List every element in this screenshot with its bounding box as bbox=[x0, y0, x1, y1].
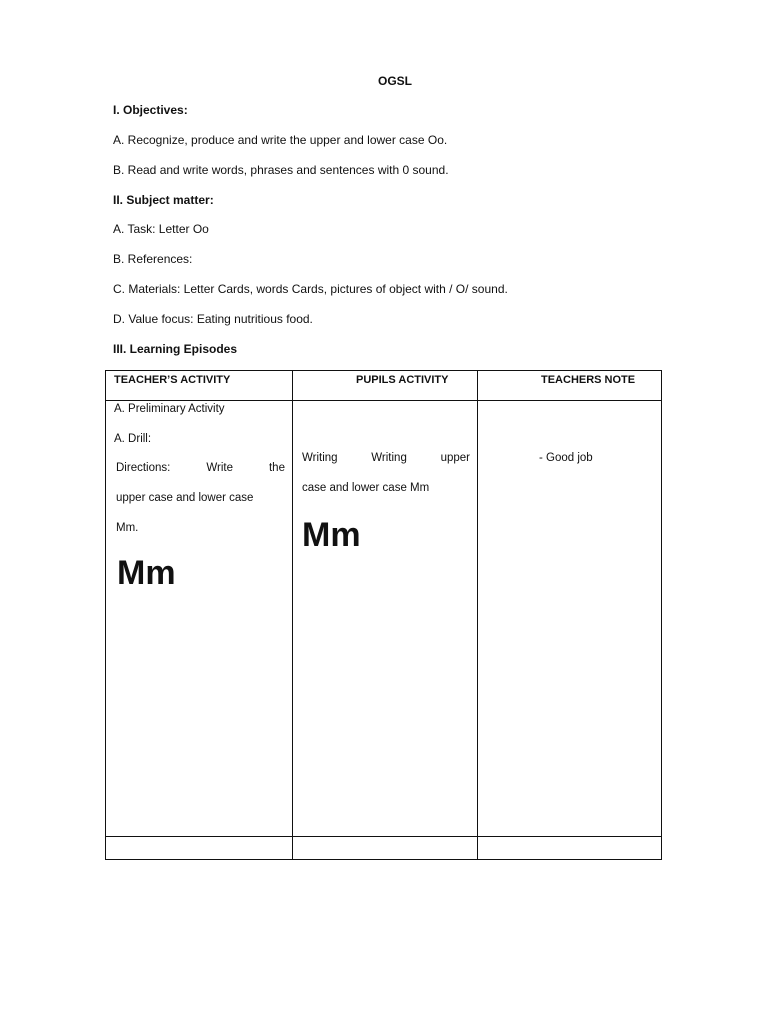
task-line: A. Task: Letter Oo bbox=[113, 222, 209, 236]
row-divider bbox=[106, 836, 661, 837]
directions-word: Directions: bbox=[116, 462, 171, 474]
subject-heading: II. Subject matter: bbox=[113, 193, 214, 207]
preliminary-activity: A. Preliminary Activity bbox=[114, 403, 225, 415]
pupils-line-1 bbox=[302, 451, 470, 466]
header-teachers-activity: TEACHER’S ACTIVITY bbox=[114, 374, 231, 386]
pupils-big-letters: Mm bbox=[302, 516, 361, 554]
directions-line-1 bbox=[116, 461, 285, 476]
header-pupils-activity: PUPILS ACTIVITY bbox=[356, 374, 449, 386]
references-line: B. References: bbox=[113, 252, 193, 266]
learning-episodes-table bbox=[105, 370, 662, 860]
pupils-word: Writing bbox=[371, 452, 407, 464]
pupils-word: Writing bbox=[302, 452, 338, 464]
directions-line-3: Mm. bbox=[116, 522, 139, 534]
directions-line-2: upper case and lower case bbox=[116, 492, 254, 504]
column-divider bbox=[477, 371, 478, 859]
drill-label: A. Drill: bbox=[114, 433, 152, 445]
directions-word: Write bbox=[206, 462, 233, 474]
materials-line: C. Materials: Letter Cards, words Cards, pictures of object with / O/ sound. bbox=[113, 282, 508, 296]
value-focus-line: D. Value focus: Eating nutritious food. bbox=[113, 312, 313, 326]
pupils-word: upper bbox=[440, 452, 470, 464]
episodes-heading: III. Learning Episodes bbox=[113, 342, 238, 356]
header-divider bbox=[106, 400, 661, 401]
objective-a: A. Recognize, produce and write the upper and lower case Oo. bbox=[113, 133, 448, 147]
pupils-line-2: case and lower case Mm bbox=[302, 482, 430, 494]
directions-word: the bbox=[268, 462, 285, 474]
objectives-heading: I. Objectives: bbox=[113, 103, 188, 117]
teacher-big-letters: Mm bbox=[117, 554, 176, 592]
header-teachers-note: TEACHERS NOTE bbox=[541, 374, 636, 386]
objective-b: B. Read and write words, phrases and sentences with 0 sound. bbox=[113, 163, 449, 177]
column-divider bbox=[292, 371, 293, 859]
document-title: OGSL bbox=[378, 74, 413, 88]
teachers-note-text: - Good job bbox=[539, 452, 593, 464]
